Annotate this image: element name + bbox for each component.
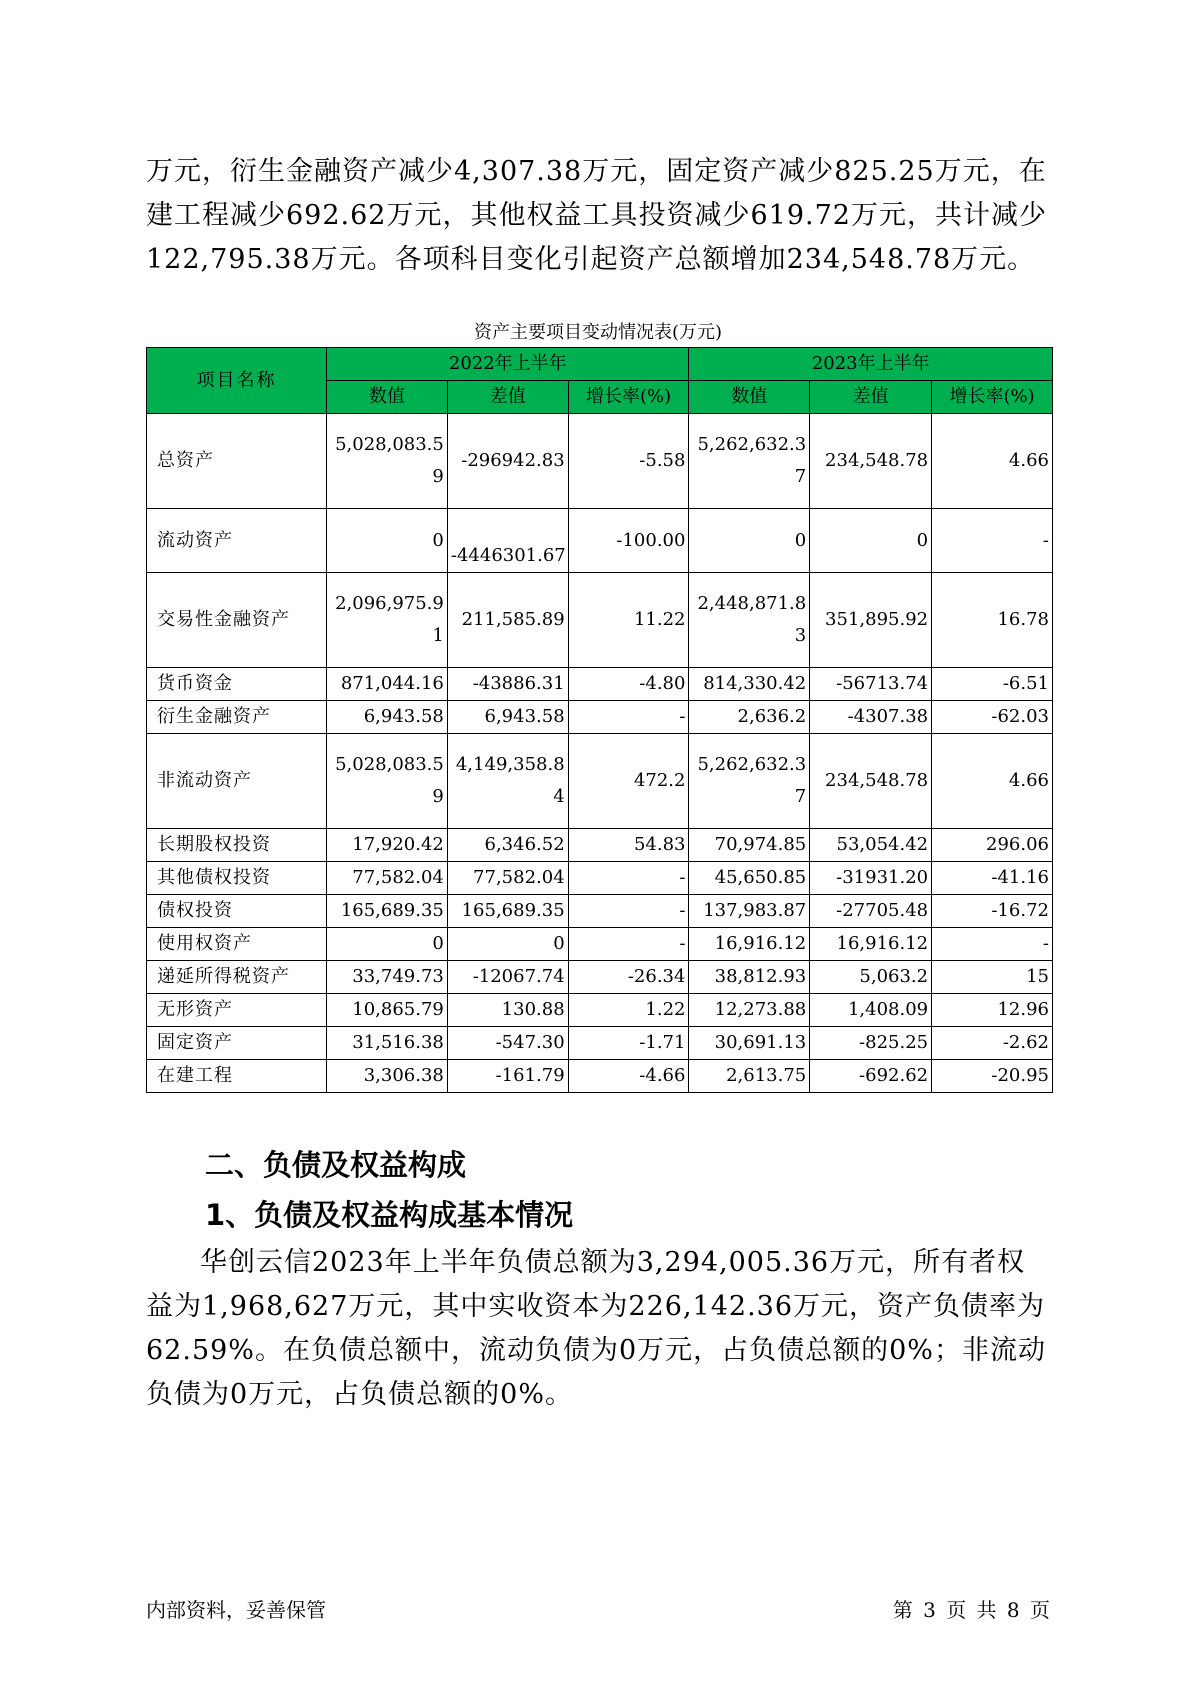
header-diff-2023: 差值 [810, 381, 932, 414]
header-value-2023: 数值 [689, 381, 810, 414]
row-name: 衍生金融资产 [147, 701, 327, 734]
cell-rate-2022: - [568, 701, 689, 734]
subsection-heading: 1、负债及权益构成基本情况 [205, 1198, 574, 1232]
cell-rate-2023: 296.06 [932, 829, 1053, 862]
cell-rate-2022: 472.2 [568, 734, 689, 829]
cell-value-2023: 2,636.2 [689, 701, 810, 734]
table-row [147, 573, 1053, 668]
row-name: 无形资产 [147, 994, 327, 1027]
cell-rate-2023: -16.72 [932, 895, 1053, 928]
cell-diff-2022: 211,585.89 [447, 573, 568, 668]
cell-rate-2022: 1.22 [568, 994, 689, 1027]
cell-rate-2023: -62.03 [932, 701, 1053, 734]
table-row [147, 862, 1053, 895]
cell-diff-2022: -161.79 [447, 1060, 568, 1093]
cell-diff-2023: 53,054.42 [810, 829, 932, 862]
row-name: 长期股权投资 [147, 829, 327, 862]
table-row [147, 1027, 1053, 1060]
cell-rate-2023: - [932, 928, 1053, 961]
cell-rate-2023: 4.66 [932, 414, 1053, 509]
table-row [147, 829, 1053, 862]
cell-diff-2023: 5,063.2 [810, 961, 932, 994]
cell-value-2023: 12,273.88 [689, 994, 810, 1027]
cell-value-2022: 871,044.16 [327, 668, 448, 701]
cell-value-2023: 30,691.13 [689, 1027, 810, 1060]
cell-value-2022: 2,096,975.91 [327, 573, 448, 668]
cell-value-2022: 33,749.73 [327, 961, 448, 994]
cell-rate-2022: - [568, 928, 689, 961]
cell-diff-2023: -825.25 [810, 1027, 932, 1060]
cell-diff-2023: -4307.38 [810, 701, 932, 734]
cell-value-2022: 0 [327, 928, 448, 961]
header-group-2023: 2023年上半年 [689, 348, 1053, 381]
intro-paragraph: 万元，衍生金融资产减少4,307.38万元，固定资产减少825.25万元，在建工程减少692.62万元，其他权益工具投资减少619.72万元，共计减少122,795.38万元。各项科目变化引起资产总额增加234,548.78万元。 [146, 156, 1047, 275]
row-name: 货币资金 [147, 668, 327, 701]
cell-diff-2022: -12067.74 [447, 961, 568, 994]
cell-value-2023: 2,613.75 [689, 1060, 810, 1093]
footer-confidential-note: 内部资料，妥善保管 [146, 1598, 326, 1622]
table-row [147, 994, 1053, 1027]
cell-diff-2022: 165,689.35 [447, 895, 568, 928]
footer-page-number: 第 3 页 共 8 页 [892, 1598, 1050, 1622]
cell-value-2022: 77,582.04 [327, 862, 448, 895]
table-row [147, 414, 1053, 509]
row-name: 递延所得税资产 [147, 961, 327, 994]
cell-rate-2023: - [932, 509, 1053, 573]
header-diff-2022: 差值 [447, 381, 568, 414]
cell-value-2023: 16,916.12 [689, 928, 810, 961]
table-row [147, 1060, 1053, 1093]
cell-rate-2022: - [568, 895, 689, 928]
row-name: 使用权资产 [147, 928, 327, 961]
header-rate-2023: 增长率(%) [932, 381, 1053, 414]
header-item-name: 项目名称 [147, 348, 327, 414]
cell-value-2022: 3,306.38 [327, 1060, 448, 1093]
cell-rate-2023: 4.66 [932, 734, 1053, 829]
cell-rate-2022: 54.83 [568, 829, 689, 862]
cell-diff-2023: 1,408.09 [810, 994, 932, 1027]
cell-value-2023: 0 [689, 509, 810, 573]
cell-value-2023: 5,262,632.37 [689, 414, 810, 509]
cell-value-2023: 45,650.85 [689, 862, 810, 895]
cell-rate-2022: -5.58 [568, 414, 689, 509]
cell-rate-2023: 15 [932, 961, 1053, 994]
table-row [147, 509, 1053, 573]
cell-value-2022: 5,028,083.59 [327, 414, 448, 509]
table-row [147, 928, 1053, 961]
row-name: 流动资产 [147, 509, 327, 573]
cell-rate-2022: -4.80 [568, 668, 689, 701]
header-value-2022: 数值 [327, 381, 448, 414]
cell-diff-2022: 6,943.58 [447, 701, 568, 734]
cell-rate-2023: -41.16 [932, 862, 1053, 895]
cell-rate-2022: -100.00 [568, 509, 689, 573]
cell-diff-2022: 0 [447, 928, 568, 961]
cell-diff-2023: -27705.48 [810, 895, 932, 928]
cell-value-2022: 5,028,083.59 [327, 734, 448, 829]
cell-diff-2023: 0 [810, 509, 932, 573]
cell-diff-2022: 4,149,358.84 [447, 734, 568, 829]
row-name: 非流动资产 [147, 734, 327, 829]
cell-value-2022: 0 [327, 509, 448, 573]
cell-rate-2023: -2.62 [932, 1027, 1053, 1060]
cell-rate-2023: 12.96 [932, 994, 1053, 1027]
cell-value-2022: 10,865.79 [327, 994, 448, 1027]
cell-rate-2022: - [568, 862, 689, 895]
cell-rate-2022: -26.34 [568, 961, 689, 994]
cell-rate-2022: -4.66 [568, 1060, 689, 1093]
cell-value-2023: 137,983.87 [689, 895, 810, 928]
cell-rate-2023: 16.78 [932, 573, 1053, 668]
cell-diff-2022: -296942.83 [447, 414, 568, 509]
cell-diff-2022: 6,346.52 [447, 829, 568, 862]
table-header-row-groups [147, 348, 1053, 381]
table-row [147, 701, 1053, 734]
cell-value-2022: 17,920.42 [327, 829, 448, 862]
cell-diff-2022: 77,582.04 [447, 862, 568, 895]
section-heading: 二、负债及权益构成 [205, 1148, 467, 1182]
cell-value-2023: 814,330.42 [689, 668, 810, 701]
cell-diff-2023: 16,916.12 [810, 928, 932, 961]
cell-rate-2022: 11.22 [568, 573, 689, 668]
cell-diff-2022: 130.88 [447, 994, 568, 1027]
cell-diff-2023: -692.62 [810, 1060, 932, 1093]
cell-rate-2023: -20.95 [932, 1060, 1053, 1093]
table-row [147, 895, 1053, 928]
header-rate-2022: 增长率(%) [568, 381, 689, 414]
body-paragraph: 华创云信2023年上半年负债总额为3,294,005.36万元，所有者权益为1,968,627万元，其中实收资本为226,142.36万元，资产负债率为62.59%。在负债总额中，流动负债为0万元，占负债总额的0%；非流动负债为0万元，占负债总额的0%。 [146, 1247, 1046, 1410]
cell-value-2023: 70,974.85 [689, 829, 810, 862]
cell-diff-2023: -56713.74 [810, 668, 932, 701]
cell-value-2022: 31,516.38 [327, 1027, 448, 1060]
cell-value-2023: 38,812.93 [689, 961, 810, 994]
row-name: 在建工程 [147, 1060, 327, 1093]
header-group-2022: 2022年上半年 [327, 348, 689, 381]
row-name: 总资产 [147, 414, 327, 509]
row-name: 交易性金融资产 [147, 573, 327, 668]
cell-diff-2023: -31931.20 [810, 862, 932, 895]
table-row [147, 734, 1053, 829]
table-row [147, 961, 1053, 994]
asset-changes-table [146, 347, 1053, 1093]
cell-value-2023: 2,448,871.83 [689, 573, 810, 668]
cell-rate-2022: -1.71 [568, 1027, 689, 1060]
cell-diff-2022: -547.30 [447, 1027, 568, 1060]
cell-diff-2023: 351,895.92 [810, 573, 932, 668]
row-name: 其他债权投资 [147, 862, 327, 895]
cell-rate-2023: -6.51 [932, 668, 1053, 701]
row-name: 固定资产 [147, 1027, 327, 1060]
table-caption: 资产主要项目变动情况表(万元) [473, 322, 723, 343]
row-name: 债权投资 [147, 895, 327, 928]
cell-diff-2023: 234,548.78 [810, 734, 932, 829]
cell-diff-2022: -43886.31 [447, 668, 568, 701]
cell-value-2023: 5,262,632.37 [689, 734, 810, 829]
cell-diff-2023: 234,548.78 [810, 414, 932, 509]
cell-value-2022: 165,689.35 [327, 895, 448, 928]
table-row [147, 668, 1053, 701]
cell-diff-2022: -4446301.67 [447, 509, 568, 573]
cell-value-2022: 6,943.58 [327, 701, 448, 734]
